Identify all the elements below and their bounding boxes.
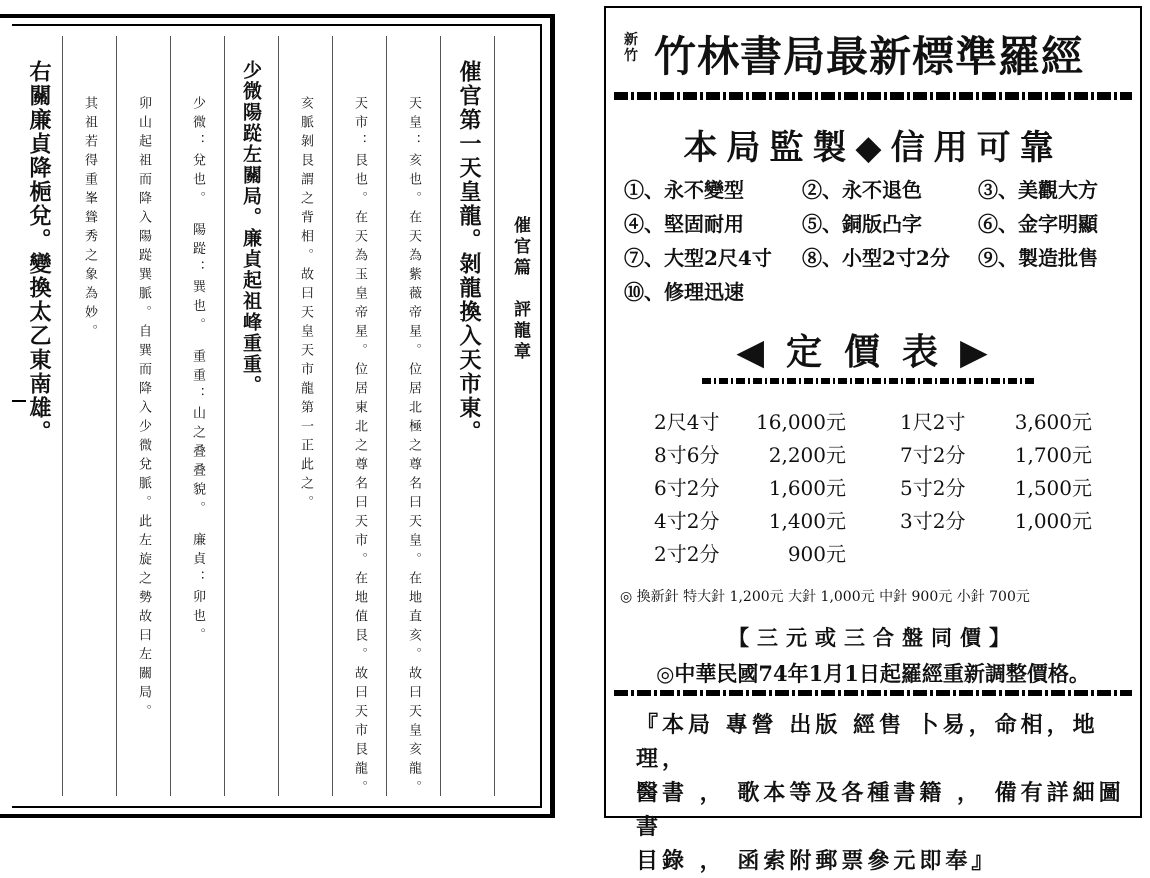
feature-item: ⑨、製造批售 — [978, 246, 1098, 270]
column-divider — [224, 36, 225, 796]
frame-tick — [12, 24, 26, 26]
price-value: 16,000元 — [756, 410, 846, 434]
price-value: 900元 — [787, 542, 846, 566]
price-size: 4寸2分 — [654, 509, 720, 533]
annotation-column: 少微：兌也。 陽踨：巽也。 重重：山之叠叠貌。 廉貞：卯也。 — [190, 96, 205, 647]
price-size: 1尺2寸 — [900, 410, 966, 434]
frame-tick — [12, 806, 26, 808]
feature-item: ①、永不變型 — [624, 178, 744, 202]
feature-item: ⑧、小型2寸2分 — [802, 246, 950, 270]
left-page-frame — [12, 24, 542, 808]
left-page — [0, 14, 555, 818]
needle-prices: ◎ 換新針 特大針 1,200元 大針 1,000元 中針 900元 小針 700元 — [620, 589, 1030, 605]
column-divider — [494, 36, 495, 796]
price-table-title: ◀定價表▶ — [736, 331, 1010, 373]
ornamental-divider — [702, 378, 1036, 384]
price-value: 1,000元 — [1014, 509, 1092, 533]
price-row — [900, 472, 1092, 501]
column-divider — [440, 36, 441, 796]
price-value: 1,500元 — [1014, 476, 1092, 500]
column-divider — [170, 36, 171, 796]
feature-item: ⑤、銅版凸字 — [802, 212, 922, 236]
price-size: 5寸2分 — [900, 476, 966, 500]
column-divider — [62, 36, 63, 796]
price-value: 1,400元 — [768, 509, 846, 533]
feature-item: ④、堅固耐用 — [624, 212, 744, 236]
price-size: 2寸2分 — [654, 542, 720, 566]
same-price-note: 【三元或三合盤同價】 — [728, 625, 1018, 650]
footer-line: 『本局 專營 出版 經售 卜易，命相，地理， — [636, 712, 1099, 772]
price-value: 1,700元 — [1014, 443, 1092, 467]
annotation-column: 其祖若得重峯聳秀之象為妙。 — [82, 96, 97, 343]
price-row — [654, 406, 846, 435]
quality-slogan: 本局監製◆信用可靠 — [683, 128, 1063, 168]
price-size: 2尺4寸 — [654, 410, 720, 434]
price-size: 3寸2分 — [900, 509, 966, 533]
ornamental-divider — [614, 690, 1132, 696]
price-row — [900, 505, 1092, 534]
price-row — [654, 505, 846, 534]
footer-line: 醫書 ， 歌本等及各種書籍 ， 備有詳細圖書 — [636, 780, 1125, 840]
ornamental-divider — [614, 92, 1132, 100]
price-size: 6寸2分 — [654, 476, 720, 500]
verse-tianhuang: 催官第一天皇龍。剝龍換入天市東。 — [456, 60, 482, 444]
business-description — [636, 708, 1126, 878]
feature-item: ⑥、金字明顯 — [978, 212, 1098, 236]
annotation-column: 亥脈剝艮謂之背相。故曰天皇天市龍第一正此之。 — [298, 96, 313, 514]
header-location: 新竹 — [624, 32, 638, 64]
price-row — [654, 538, 846, 567]
column-divider — [386, 36, 387, 796]
price-value: 3,600元 — [1014, 410, 1092, 434]
price-row — [654, 439, 846, 468]
price-adjust-notice: ◎中華民國74年1月1日起羅經重新調整價格。 — [656, 661, 1090, 686]
ad-header — [616, 22, 1130, 84]
advertisement-page — [604, 6, 1142, 874]
verse-right-gate: 右關廉貞降梔兌。變換太乙東南雄。 — [26, 60, 52, 444]
feature-item: ⑩、修理迅速 — [624, 280, 744, 304]
column-divider — [278, 36, 279, 796]
price-size: 8寸6分 — [654, 443, 720, 467]
price-size: 7寸2分 — [900, 443, 966, 467]
price-row — [900, 439, 1092, 468]
feature-item: ③、美觀大方 — [978, 178, 1098, 202]
price-row — [900, 406, 1092, 435]
annotation-column: 卯山起祖而降入陽踨巽脈。自巽而降入少微兌脈。此左旋之勢故曰左關局。 — [136, 96, 151, 723]
price-row — [654, 472, 846, 501]
verse-left-gate: 少微陽踨左關局。廉貞起祖峰重重。 — [240, 60, 262, 396]
column-divider — [116, 36, 117, 796]
annotation-column: 天皇：亥也。在天為紫薇帝星。位居北極之尊名曰天皇。在地直亥。故曰天皇亥龍。 — [406, 96, 421, 799]
column-divider — [332, 36, 333, 796]
footer-line: 目錄 ， 函索附郵票參元即奉』 — [636, 848, 998, 874]
chapter-title: 催官篇 評龍章 — [510, 216, 530, 363]
annotation-column: 天市：艮也。在天為玉皇帝星。位居東北之尊名曰天市。在地值艮。故曰天市艮龍。 — [352, 96, 367, 799]
header-title: 竹林書局最新標準羅經 — [654, 32, 1085, 81]
price-value: 1,600元 — [768, 476, 846, 500]
price-value: 2,200元 — [768, 443, 846, 467]
feature-item: ②、永不退色 — [802, 178, 922, 202]
feature-item: ⑦、大型2尺4寸 — [624, 246, 772, 270]
